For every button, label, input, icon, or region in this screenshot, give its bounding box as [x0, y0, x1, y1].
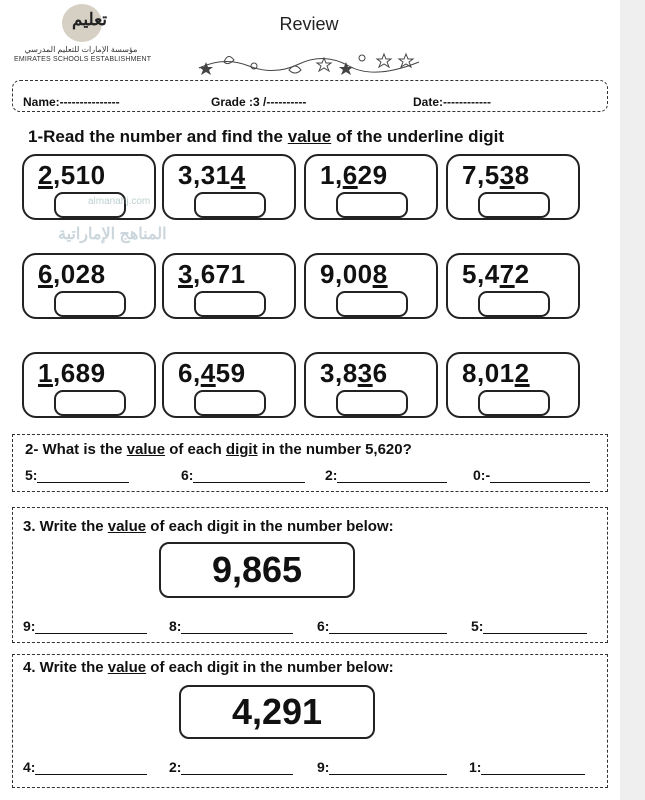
q4-answer-4[interactable]: 4:: [23, 759, 147, 775]
card-answer-box[interactable]: [336, 291, 408, 317]
q4-number-box: 4,291: [179, 685, 375, 739]
card-answer-box[interactable]: [194, 291, 266, 317]
number-card: [22, 352, 156, 418]
question-4-section: [12, 654, 608, 788]
card-number: 9,008: [320, 259, 388, 289]
question-2-section: [12, 434, 608, 492]
q3-answer-5[interactable]: 5:: [471, 618, 587, 634]
question-2-heading: 2- What is the value of each digit in the number 5,620?: [25, 441, 412, 458]
q3-answer-8[interactable]: 8:: [169, 618, 293, 634]
question-3-section: [12, 507, 608, 643]
card-answer-box[interactable]: [478, 291, 550, 317]
question-4-heading: 4. Write the value of each digit in the number below:: [23, 659, 394, 676]
card-number: 8,012: [462, 358, 530, 388]
card-number: 6,028: [38, 259, 106, 289]
card-answer-box[interactable]: [54, 390, 126, 416]
q2-answer-0[interactable]: 0:-: [473, 467, 590, 483]
card-number: 6,459: [178, 358, 246, 388]
number-card: [22, 253, 156, 319]
question-1-heading: 1-Read the number and find the value of the underline digit: [28, 127, 505, 146]
school-logo: [10, 4, 150, 66]
card-answer-box[interactable]: [478, 192, 550, 218]
q2-answer-2[interactable]: 2:: [325, 467, 447, 483]
card-number: 2,510: [38, 160, 106, 190]
card-answer-box[interactable]: [194, 192, 266, 218]
q2-answer-5[interactable]: 5:: [25, 467, 129, 483]
name-field[interactable]: Name:---------------: [23, 95, 120, 109]
question-3-heading: 3. Write the value of each digit in the number below:: [23, 518, 394, 535]
number-card: [162, 352, 296, 418]
card-number: 1,689: [38, 358, 106, 388]
card-number: 3,671: [178, 259, 246, 289]
card-number: 3,314: [178, 160, 246, 190]
logo-arabic-name: تعليم: [72, 10, 108, 30]
number-card: [162, 253, 296, 319]
number-card: [446, 154, 580, 220]
q3-answer-9[interactable]: 9:: [23, 618, 147, 634]
student-info-box: [12, 80, 608, 112]
card-number: 3,836: [320, 358, 388, 388]
q3-answer-6[interactable]: 6:: [317, 618, 447, 634]
number-card: [446, 253, 580, 319]
number-card: [304, 154, 438, 220]
q4-answer-9[interactable]: 9:: [317, 759, 447, 775]
card-number: 7,538: [462, 160, 530, 190]
date-field[interactable]: Date:------------: [413, 95, 491, 109]
grade-field[interactable]: Grade :3 /----------: [211, 95, 307, 109]
q3-number-box: 9,865: [159, 542, 355, 598]
card-number: 1,629: [320, 160, 388, 190]
watermark: almanahj.com المناهج الإماراتية: [58, 196, 167, 243]
number-card: [162, 154, 296, 220]
decorative-stars-vine: [194, 48, 424, 78]
logo-arabic-text: مؤسسة الإمارات للتعليم المدرسي: [24, 45, 138, 54]
q4-answer-1[interactable]: 1:: [469, 759, 585, 775]
card-answer-box[interactable]: [336, 192, 408, 218]
side-panel: [620, 0, 645, 800]
card-number: 5,472: [462, 259, 530, 289]
number-card: [304, 253, 438, 319]
page-title: Review: [279, 14, 339, 34]
q4-answer-2[interactable]: 2:: [169, 759, 293, 775]
card-answer-box[interactable]: [194, 390, 266, 416]
number-card: [304, 352, 438, 418]
number-card: [446, 352, 580, 418]
logo-english-text: EMIRATES SCHOOLS ESTABLISHMENT: [14, 56, 152, 63]
q2-answer-6[interactable]: 6:: [181, 467, 305, 483]
card-answer-box[interactable]: [54, 291, 126, 317]
card-answer-box[interactable]: [336, 390, 408, 416]
card-answer-box[interactable]: [478, 390, 550, 416]
